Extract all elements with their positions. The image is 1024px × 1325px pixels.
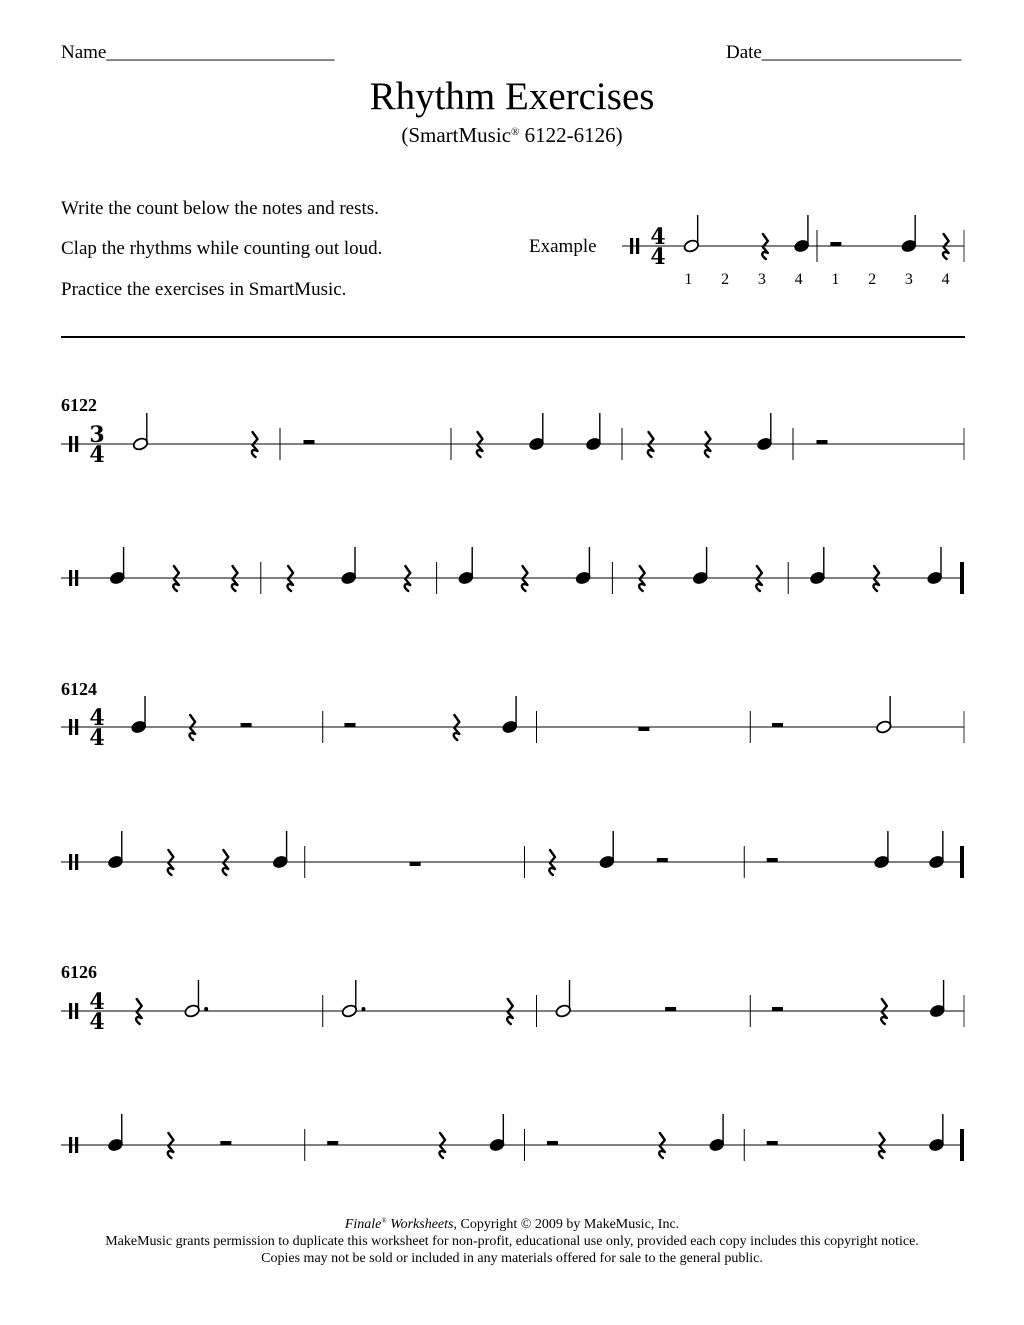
quarter-rest [252,432,258,457]
half-rest [547,1141,558,1145]
footer-line-2: MakeMusic grants permission to duplicate this worksheet for non-profit, educational use only, provided each copy includes this copyright notice. [105,1234,919,1249]
exercise-number-6122: 6122 [61,395,97,415]
augmentation-dot [361,1007,365,1011]
date-field: Date_____________________ [726,42,962,63]
quarter-rest [439,1133,445,1158]
exercise-number-6124: 6124 [61,679,97,699]
quarter-rest [522,566,528,591]
count-label: 1 [684,271,693,288]
quarter-rest [173,566,179,591]
percussion-clef-bar [75,570,78,586]
percussion-clef-bar [75,1003,78,1019]
example-label: Example [529,236,597,257]
page-title: Rhythm Exercises [369,75,655,118]
exercise-6126-line-1 [61,980,964,1035]
instruction-1: Write the count below the notes and rests. [61,198,379,219]
exercise-number-6126: 6126 [61,962,97,982]
quarter-rest [287,566,293,591]
half-rest [767,1141,778,1145]
percussion-clef-bar [69,854,72,870]
exercise-6126-line-2 [61,1114,964,1161]
example-staff [622,215,964,270]
quarter-rest [648,432,654,457]
time-signature-bottom: 4 [650,244,666,270]
quarter-rest [136,999,142,1024]
instruction-3: Practice the exercises in SmartMusic. [61,279,347,300]
quarter-rest [639,566,645,591]
count-label: 4 [794,271,803,288]
exercise-6122-line-1 [61,413,964,468]
half-rest [665,1007,676,1011]
half-rest [817,440,828,444]
quarter-rest [454,715,460,740]
final-barline [960,846,964,878]
time-signature-bottom: 4 [89,442,105,468]
percussion-clef-bar [69,1137,72,1153]
exercise-6124-line-1 [61,696,964,751]
count-label: 2 [721,271,730,288]
quarter-rest [223,850,229,875]
quarter-rest [762,234,768,259]
quarter-rest [873,566,879,591]
subtitle-prefix: (SmartMusic [401,123,512,147]
half-rest [344,723,355,727]
whole-rest [638,727,649,731]
final-barline [960,562,964,594]
time-signature-top: 4 [89,705,105,731]
percussion-clef-bar [69,436,72,452]
footer-line-1 [0,1213,1024,1233]
percussion-clef-bar [75,1137,78,1153]
percussion-clef-bar [75,854,78,870]
half-rest [220,1141,231,1145]
instruction-2: Clap the rhythms while counting out loud. [61,238,383,259]
quarter-rest [659,1133,665,1158]
footer-registered-mark: ® [381,1217,387,1225]
count-label: 2 [868,271,877,288]
footer-line-3: Copies may not be sold or included in any materials offered for sale to the general public. [261,1251,763,1266]
time-signature-bottom: 4 [89,725,105,751]
count-label: 3 [904,271,913,288]
quarter-rest [405,566,411,591]
time-signature-top: 4 [650,224,666,250]
half-rest [830,242,841,246]
percussion-clef-bar [69,1003,72,1019]
count-label: 3 [757,271,766,288]
half-rest [772,1007,783,1011]
quarter-rest [756,566,762,591]
subtitle-suffix: 6122-6126) [519,123,623,147]
whole-rest [410,862,421,866]
exercise-6122-line-2 [61,547,964,594]
footer-worksheets: Worksheets [386,1217,454,1232]
quarter-rest [168,850,174,875]
quarter-rest [507,999,513,1024]
quarter-rest [705,432,711,457]
copyright-footer [0,1213,1024,1267]
final-barline [960,1129,964,1161]
quarter-rest [477,432,483,457]
footer-finale: Finale [344,1217,382,1232]
percussion-clef-bar [636,238,639,254]
percussion-clef-bar [75,436,78,452]
footer-copyright: , Copyright © 2009 by MakeMusic, Inc. [453,1217,680,1232]
quarter-rest [168,1133,174,1158]
percussion-clef-bar [75,719,78,735]
half-rest [657,858,668,862]
half-rest [327,1141,338,1145]
half-rest [772,723,783,727]
exercise-6124-line-2 [61,831,964,878]
percussion-clef-bar [69,719,72,735]
time-signature-top: 3 [89,422,105,448]
time-signature-top: 4 [89,989,105,1015]
quarter-rest [879,1133,885,1158]
quarter-rest [190,715,196,740]
count-label: 1 [831,271,840,288]
percussion-clef-bar [69,570,72,586]
quarter-rest [232,566,238,591]
augmentation-dot [204,1007,208,1011]
half-rest [304,440,315,444]
quarter-rest [881,999,887,1024]
quarter-rest [943,234,949,259]
quarter-rest [549,850,555,875]
count-label: 4 [941,271,950,288]
percussion-clef-bar [630,238,633,254]
name-field: Name________________________ [61,42,335,63]
registered-mark: ® [511,126,520,138]
half-rest [241,723,252,727]
time-signature-bottom: 4 [89,1009,105,1035]
half-rest [767,858,778,862]
